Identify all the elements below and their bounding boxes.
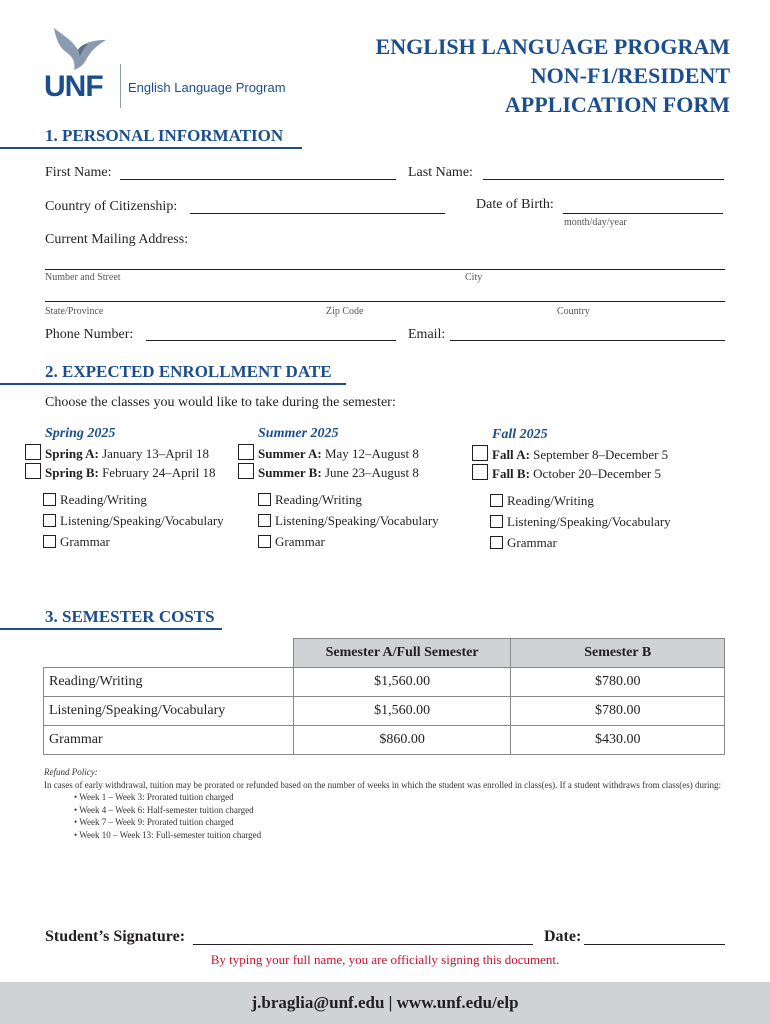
section-costs-title: 3. SEMESTER COSTS: [45, 607, 215, 626]
form-title-line-1: ENGLISH LANGUAGE PROGRAM: [375, 34, 730, 59]
section-personal-info-title: 1. PERSONAL INFORMATION: [45, 126, 284, 145]
phone-field[interactable]: [146, 325, 396, 341]
unf-logo: [44, 26, 284, 111]
fall-a-checkbox[interactable]: [472, 445, 488, 461]
list-item: • Week 7 – Week 9: Prorated tuition charged: [74, 817, 234, 827]
course-option: Reading/Writing: [490, 490, 712, 511]
table-row: [44, 726, 725, 755]
first-name-field[interactable]: [120, 164, 396, 180]
semester-option-a: Fall A: September 8–December 5: [472, 445, 712, 463]
semester-option-a: Summer A: May 12–August 8: [238, 444, 463, 462]
dob-field[interactable]: [563, 198, 723, 214]
semester-title: Summer 2025: [258, 426, 339, 441]
course-checkbox[interactable]: [258, 493, 271, 506]
country-label: Country: [557, 306, 590, 317]
col-header-b: Semester B: [511, 639, 725, 668]
dob-hint: month/day/year: [564, 217, 627, 228]
signature-field[interactable]: [193, 928, 533, 945]
last-name-field[interactable]: [483, 164, 724, 180]
course-checkbox[interactable]: [490, 494, 503, 507]
semester-column-spring: [25, 426, 240, 552]
table-header-row: [44, 639, 725, 668]
course-checkbox[interactable]: [43, 514, 56, 527]
footer-contact: j.braglia@unf.edu | www.unf.edu/elp: [0, 982, 770, 1024]
costs-table: [43, 638, 725, 755]
osprey-icon: [50, 26, 110, 72]
spring-b-checkbox[interactable]: [25, 463, 41, 479]
refund-text: In cases of early withdrawal, tuition may be prorated or refunded based on the number of weeks in which the student was enrolled in class(es). If a student withdraws from class(es) during:: [44, 779, 722, 790]
summer-b-checkbox[interactable]: [238, 463, 254, 479]
course-checkbox[interactable]: [490, 536, 503, 549]
course-option: Reading/Writing: [43, 489, 240, 510]
logo-divider: [120, 64, 121, 108]
semester-option-b: Fall B: October 20–December 5: [472, 464, 712, 482]
semester-title: Spring 2025: [45, 426, 116, 441]
semester-option-a: Spring A: January 13–April 18: [25, 444, 240, 462]
email-label: Email:: [408, 327, 446, 342]
logo-text: UNF: [44, 70, 103, 103]
enrollment-instruction: Choose the classes you would like to take during the semester:: [45, 395, 396, 410]
row-course: Listening/Speaking/Vocabulary: [44, 697, 294, 726]
course-option: Listening/Speaking/Vocabulary: [258, 510, 463, 531]
zip-label: Zip Code: [326, 306, 364, 317]
row-cost-a: $1,560.00: [293, 697, 511, 726]
summer-a-checkbox[interactable]: [238, 444, 254, 460]
date-label: Date:: [544, 928, 582, 945]
course-checkbox[interactable]: [490, 515, 503, 528]
course-option: Listening/Speaking/Vocabulary: [490, 511, 712, 532]
semester-option-b: Spring B: February 24–April 18: [25, 463, 240, 481]
phone-label: Phone Number:: [45, 327, 134, 342]
street-city-field[interactable]: [45, 254, 725, 270]
course-checkbox[interactable]: [43, 535, 56, 548]
semester-title: Fall 2025: [492, 427, 548, 442]
course-option: Grammar: [490, 532, 712, 553]
state-label: State/Province: [45, 306, 104, 317]
form-title: [376, 32, 730, 119]
mailing-address-label: Current Mailing Address:: [45, 232, 189, 247]
fall-b-checkbox[interactable]: [472, 464, 488, 480]
section-enrollment-title: 2. EXPECTED ENROLLMENT DATE: [45, 362, 332, 381]
row-cost-b: $780.00: [511, 668, 725, 697]
refund-list: [44, 791, 724, 841]
signature-note: By typing your full name, you are officially signing this document.: [210, 952, 560, 967]
row-cost-b: $430.00: [511, 726, 725, 755]
semester-column-fall: [472, 427, 712, 553]
list-item: • Week 10 – Week 13: Full-semester tuition charged: [74, 829, 262, 840]
city-label: City: [465, 272, 483, 283]
refund-title: Refund Policy:: [44, 767, 98, 777]
refund-policy: [44, 766, 724, 841]
table-row: [44, 697, 725, 726]
row-course: Grammar: [44, 726, 294, 755]
list-item: • Week 1 – Week 3: Prorated tuition charged: [74, 792, 234, 802]
row-cost-b: $780.00: [511, 697, 725, 726]
course-checkbox[interactable]: [258, 514, 271, 527]
last-name-label: Last Name:: [408, 165, 473, 180]
course-option: Grammar: [258, 531, 463, 552]
first-name-label: First Name:: [45, 165, 112, 180]
signature-label: Student’s Signature:: [45, 928, 186, 945]
list-item: • Week 4 – Week 6: Half-semester tuition charged: [74, 804, 254, 815]
course-option: Reading/Writing: [258, 489, 463, 510]
section-rule: [0, 383, 346, 385]
date-field[interactable]: [584, 928, 725, 945]
email-field[interactable]: [450, 325, 725, 341]
row-cost-a: $1,560.00: [293, 668, 511, 697]
section-rule: [0, 147, 302, 149]
state-zip-country-field[interactable]: [45, 286, 725, 302]
dob-label: Date of Birth:: [476, 197, 554, 212]
semester-option-b: Summer B: June 23–August 8: [238, 463, 463, 481]
citizenship-label: Country of Citizenship:: [45, 199, 178, 214]
row-course: Reading/Writing: [44, 668, 294, 697]
row-cost-a: $860.00: [293, 726, 511, 755]
logo-subtitle: English Language Program: [128, 80, 286, 95]
spring-a-checkbox[interactable]: [25, 444, 41, 460]
course-checkbox[interactable]: [258, 535, 271, 548]
semester-column-summer: [238, 426, 463, 552]
course-option: Listening/Speaking/Vocabulary: [43, 510, 240, 531]
col-header-a: Semester A/Full Semester: [293, 639, 511, 668]
street-label: Number and Street: [45, 272, 121, 283]
form-title-line-3: APPLICATION FORM: [504, 92, 730, 117]
section-rule: [0, 628, 222, 630]
form-title-line-2: NON-F1/RESIDENT: [530, 63, 730, 88]
course-option: Grammar: [43, 531, 240, 552]
citizenship-field[interactable]: [190, 198, 445, 214]
table-row: [44, 668, 725, 697]
course-checkbox[interactable]: [43, 493, 56, 506]
